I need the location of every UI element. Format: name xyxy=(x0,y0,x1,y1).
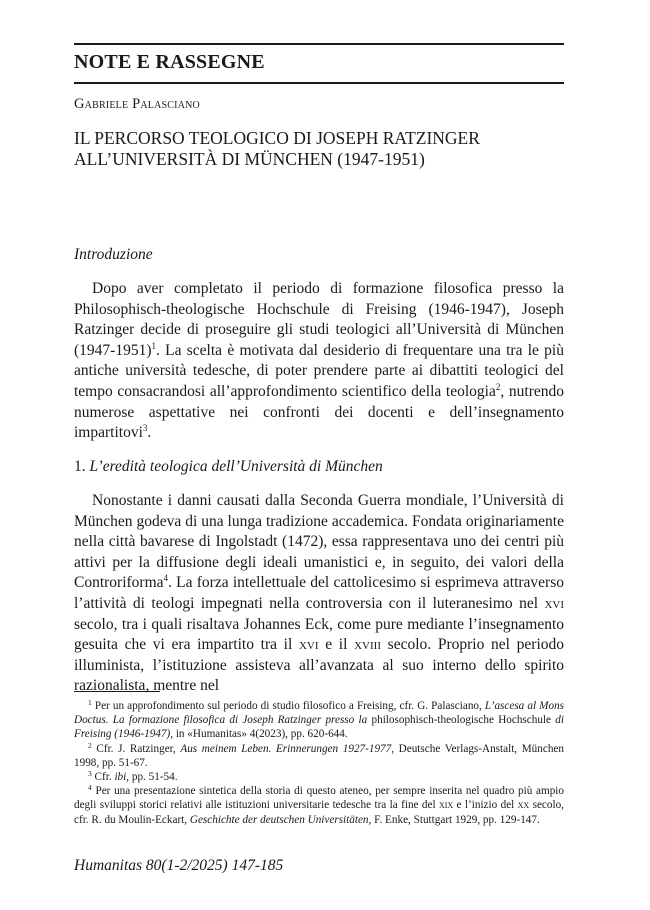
footnote-3-mark: 3 xyxy=(88,769,92,779)
fn1-text-c: , in «Humanitas» 4(2023), pp. 620-644. xyxy=(170,728,348,741)
footnote-4 xyxy=(74,784,564,827)
fn1-italic-2: di Freising (1946-1947) xyxy=(74,714,564,741)
section-1-heading xyxy=(74,458,383,476)
sec1-text-a: Nonostante i danni causati dalla Seconda Guerra mondiale, l’Università di München godeva di una lunga tradizione accademica. Fondata originariamente nella città bavarese di Ingolstadt (1472), essa rappresentava uno dei centri più attivi per la diffusione degli ideali umanistici e, in seguito, dei valori della Controriforma xyxy=(74,492,564,592)
author-name: Gabriele Palasciano xyxy=(74,96,200,112)
fn1-text-a: Per un approfondimento sul periodo di studio filosofico a Freising, cfr. G. Palasciano, xyxy=(94,700,485,712)
century-xviii: xviii xyxy=(354,636,381,654)
footnote-ref-1[interactable]: 1 xyxy=(151,340,156,351)
fn2-text-b: , Deutsche Verlags-Anstalt, München 1998, pp. 51-67. xyxy=(74,742,564,769)
sec1-text-c: secolo, tra i quali risaltava Johannes Eck, come pure mediante l’insegnamento gesuita che vi era impartito tra il xyxy=(74,615,564,654)
century-xvi: xvi xyxy=(544,594,564,612)
intro-heading: Introduzione xyxy=(74,246,153,263)
fn1-italic-1: L’ascesa al Mons Doctus. La formazione filosofica di Joseph Ratzinger presso la xyxy=(74,700,565,727)
footnote-1-mark: 1 xyxy=(88,698,92,707)
fn3-text-a: Cfr. xyxy=(94,771,115,784)
footnote-2 xyxy=(74,742,564,770)
section-1-paragraph xyxy=(74,491,564,697)
century-xvi-2: xvi xyxy=(298,636,319,654)
fn4-century-xx: xx xyxy=(517,799,530,812)
section-label: NOTE E RASSEGNE xyxy=(74,51,265,73)
fn4-italic-1: Geschichte der deutschen Universitäten xyxy=(189,813,369,826)
sec1-text-e: secolo. Proprio nel periodo illuminista, l’istituzione assisteva all’avanzata al suo interno dello spirito razionalista, mentre nel xyxy=(74,636,564,695)
journal-citation: Humanitas 80(1-2/2025) 147-185 xyxy=(74,857,284,874)
top-rule xyxy=(74,43,564,45)
section-1-title: L’eredità teologica dell’Università di München xyxy=(89,458,383,475)
sec1-text-b: . La forza intellettuale del cattolicesimo si esprimeva attraverso l’attività di teologi impegnati nella controversia con il luteranesimo nel xyxy=(74,574,564,612)
footnote-1 xyxy=(74,699,564,742)
sec1-text-d: e il xyxy=(318,636,355,654)
fn4-text-b: e l’inizio del xyxy=(453,799,518,812)
fn2-text-a: Cfr. J. Ratzinger, xyxy=(96,742,181,755)
fn4-text-c: secolo, cfr. R. du Moulin-Eckart, xyxy=(74,799,564,826)
fn1-text-b: philosophisch-theologische Hochschule xyxy=(367,714,556,727)
fn4-text-d: , F. Enke, Stuttgart 1929, pp. 129-147. xyxy=(368,813,540,826)
intro-paragraph xyxy=(74,279,564,444)
fn4-text-a: Per una presentazione sintetica della storia di questo ateneo, per sempre inserita nel quadro più ampio degli sviluppi storici relativi alle istituzioni universitarie tedesche tra la fine del xyxy=(74,785,564,812)
fn3-italic-1: ibi xyxy=(114,771,127,784)
footnote-ref-4[interactable]: 4 xyxy=(163,573,169,584)
fn4-century-xix: xix xyxy=(438,799,454,812)
section-1-number: 1. xyxy=(74,458,86,475)
intro-text-c: , nutrendo numerose aspettative nei confronti dei docenti e dell’insegnamento impartitovi xyxy=(74,382,564,442)
footnote-2-mark: 2 xyxy=(88,740,92,750)
footnote-4-mark: 4 xyxy=(88,783,92,793)
footnote-rule xyxy=(74,691,160,692)
title-line-2: ALL’UNIVERSITÀ DI MÜNCHEN (1947-1951) xyxy=(74,149,425,169)
intro-text-d: . xyxy=(147,424,152,442)
title-line-1: IL PERCORSO TEOLOGICO DI JOSEPH RATZINGER xyxy=(74,128,480,148)
footnote-ref-3[interactable]: 3 xyxy=(142,423,148,434)
footnote-3 xyxy=(74,770,564,784)
footnotes xyxy=(74,699,564,827)
section-rule xyxy=(74,82,564,84)
fn2-italic-1: Aus meinem Leben. Erinnerungen 1927-1977 xyxy=(180,742,392,755)
fn3-text-b: , pp. 51-54. xyxy=(126,771,178,784)
intro-text-a: Dopo aver completato il periodo di formazione filosofica presso la Philosophisch-theologische Hochschule di Freising (1946-1947), Joseph Ratzinger decide di proseguire gli studi teologici all’Università di München (1947-1951) xyxy=(74,280,564,359)
footnote-ref-2[interactable]: 2 xyxy=(495,381,501,392)
article-title xyxy=(74,128,564,170)
intro-text-b: . La scelta è motivata dal desiderio di frequentare una tra le più antiche università tedesche, di poter prendere parte ai dibattiti teologici del tempo consacrandosi all’approfondimento scientifico della teologia xyxy=(74,341,564,400)
